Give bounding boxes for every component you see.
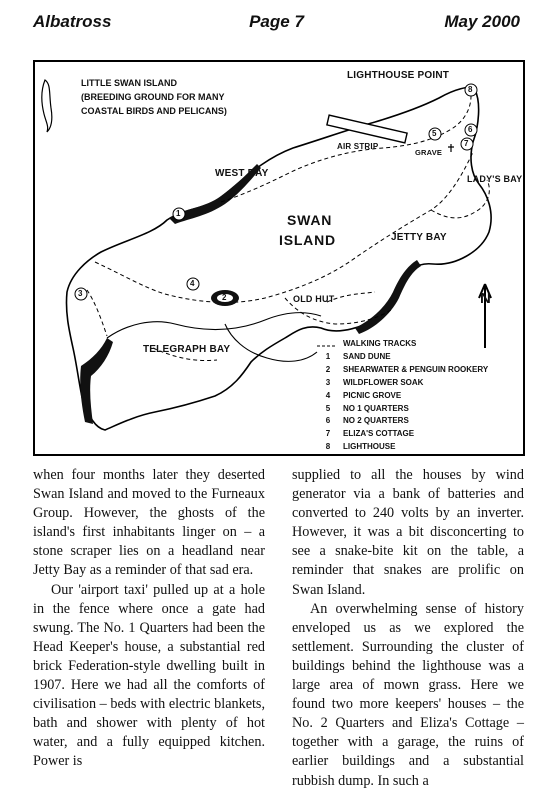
jetty-bay-shore <box>355 260 421 334</box>
legend-row: 4 PICNIC GROVE <box>325 390 402 400</box>
legend-row: 8 LIGHTHOUSE <box>325 442 396 452</box>
marker-label: 7 <box>464 139 469 148</box>
legend-row: 5 NO 1 QUARTERS <box>325 403 409 413</box>
marker-label: 8 <box>468 85 473 94</box>
ladys-bay-label: LADY'S BAY <box>467 174 523 184</box>
north-label: N <box>480 290 492 307</box>
grave-marker <box>448 144 454 152</box>
walking-track <box>95 152 473 302</box>
west-bay-label: WEST BAY <box>215 168 269 179</box>
article-body <box>33 466 525 796</box>
southern-ridge <box>107 313 321 338</box>
walking-track <box>87 290 107 336</box>
legend-row: WALKING TRACKS <box>343 339 417 348</box>
bay-inlet <box>225 324 317 361</box>
marker-label: 3 <box>78 289 83 298</box>
map-legend <box>313 338 488 454</box>
marker-label: 2 <box>222 293 227 302</box>
paragraph: when four months later they deserted Swan Island and moved to the Furneaux Group. However, the ghosts of the island's first inhabitants linger on – a stone scraper lies on a headland near Jetty Bay as a reminder of that sad era. <box>33 467 265 579</box>
little-swan-island-outline <box>42 80 52 132</box>
legend-row: 3 WILDFLOWER SOAK <box>325 377 424 387</box>
marker-label: 5 <box>432 129 437 138</box>
paragraph: An overwhelming sense of history enveloped us as we explored the settlement. Surrounding the cluster of buildings behind the lighthouse was a large area of mown grass. Here we found two more keepers' houses – the No. 2 Quarters and Eliza's Cottage – together with a garage, the ruins of earlier buildings and a substantial rubbish dump. In such a <box>292 600 524 789</box>
article-column-left <box>33 466 265 772</box>
page-header <box>33 12 520 38</box>
jetty-bay-label: JETTY BAY <box>391 232 447 243</box>
issue-date: May 2000 <box>444 12 520 31</box>
telegraph-bay-label: TELEGRAPH BAY <box>143 344 231 355</box>
swan-label: SWAN <box>287 212 333 228</box>
old-hut-label: OLD HUT <box>293 294 335 304</box>
telegraph-bay-shore <box>80 338 113 424</box>
legend-row: 6 NO 2 QUARTERS <box>325 416 409 426</box>
legend-row: 2 SHEARWATER & PENGUIN ROOKERY <box>325 364 489 374</box>
lighthouse-point-label: LIGHTHOUSE POINT <box>347 70 450 81</box>
marker-label: 1 <box>176 209 181 218</box>
article-column-right <box>292 466 524 791</box>
air-strip <box>327 115 407 143</box>
page-number: Page 7 <box>249 12 304 31</box>
grave-label: GRAVE <box>415 148 443 157</box>
air-strip-label: AIR STRIP <box>337 142 379 151</box>
swan-island-map <box>33 60 525 456</box>
marker-label: 6 <box>468 125 473 134</box>
legend-row: 7 ELIZA'S COTTAGE <box>325 429 415 439</box>
marker-label: 4 <box>190 279 195 288</box>
publication-title: Albatross <box>33 12 112 31</box>
little-swan-island-label: LITTLE SWAN ISLAND (BREEDING GROUND FOR MANY COASTAL BIRDS AND PELICANS) <box>81 78 227 116</box>
paragraph: supplied to all the houses by wind generator via a bank of batteries and converted to 240 volts by an inverter. However, it was a bit disconcerting to see a snake-bite kit on the table, a reminder that snakes are prolific on Swan Island. <box>292 467 524 598</box>
island-label: ISLAND <box>279 232 336 248</box>
legend-row: 1 SAND DUNE <box>325 351 391 361</box>
paragraph: Our 'airport taxi' pulled up at a hole in the fence where once a gate had swung. The No. 1 Quarters had been the Head Keeper's house, a substantial red brick Federation-style dwelling built in 1907. Here we had all the comforts of civilisation – beds with electric blankets, bath and shower with plenty of hot water, and a fully equipped kitchen. Power is <box>33 581 265 770</box>
